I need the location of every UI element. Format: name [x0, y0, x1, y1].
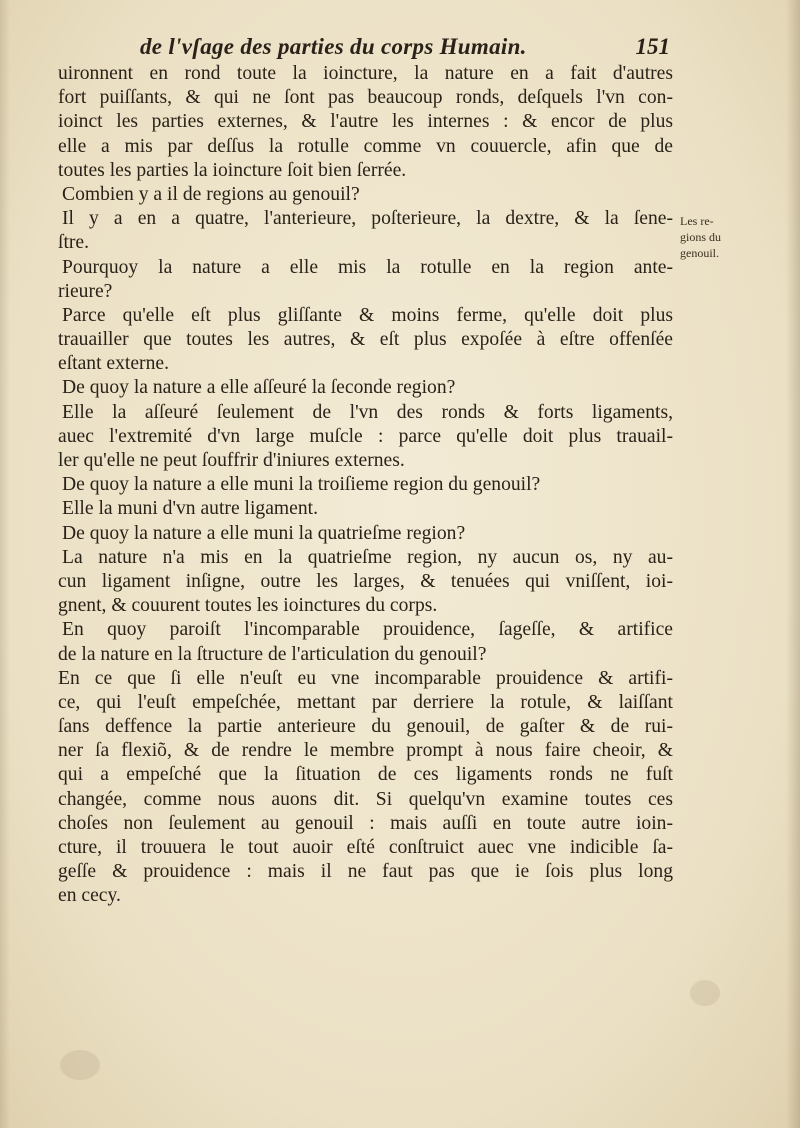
page-number: 151: [635, 34, 670, 59]
question-line: De quoy la nature a elle muni la quatrieſme region?: [62, 522, 466, 544]
page-left-edge-shadow: [0, 0, 10, 1128]
paper-stain: [690, 980, 720, 1006]
question-line: Pourquoy la nature a elle mis la rotulle en la region ante-: [62, 256, 673, 278]
text-line: elle a mis par deſſus la rotulle comme vn couuercle, afin que de: [58, 135, 673, 157]
text-line: uironnent en rond toute la ioincture, la nature en a fait d'autres: [58, 63, 673, 84]
question-line: De quoy la nature a elle muni la troiſieme region du genouil?: [62, 474, 541, 496]
margin-note-line: genouil.: [680, 246, 719, 260]
text-line: fort puiſſants, & qui ne ſont pas beaucoup ronds, deſquels l'vn con-: [58, 87, 673, 109]
running-head: [140, 30, 670, 64]
answer-line: Parce qu'elle eſt plus gliſſante & moins ferme, qu'elle doit plus: [62, 304, 673, 326]
text-line: rieure?: [58, 280, 113, 302]
text-line: eſtant externe.: [58, 353, 169, 375]
question-line: Combien y a il de regions au genouil?: [62, 183, 360, 205]
body-text: [58, 62, 673, 909]
margin-note: [680, 213, 740, 261]
text-line: auec l'extremité d'vn large muſcle : parce qu'elle doit plus trauail-: [58, 425, 673, 447]
text-line: ler qu'elle ne peut ſouffrir d'iniures externes.: [58, 450, 405, 471]
text-line: cture, il trouuera le tout auoir eſté conſtruict auec vne indicible ſa-: [58, 837, 673, 858]
question-line: De quoy la nature a elle aſſeuré la ſeconde region?: [62, 377, 456, 399]
text-line: toutes les parties la ioincture ſoit bien ſerrée.: [58, 159, 407, 181]
margin-note-line: gions du: [680, 230, 722, 244]
text-line: qui a empeſché que la ſituation de ces ligaments ronds ne fuſt: [58, 764, 673, 786]
answer-line: Elle la muni d'vn autre ligament.: [62, 498, 319, 520]
text-line: ſans deffence la partie anterieure du genouil, de gaſter & de rui-: [58, 716, 673, 738]
text-line: cun ligament inſigne, outre les larges, & tenuées qui vniſſent, ioi-: [58, 570, 673, 592]
text-line: geſſe & prouidence : mais il ne faut pas que ie ſois plus long: [58, 861, 673, 883]
page-right-edge-shadow: [786, 0, 800, 1128]
text-line: choſes non ſeulement au genouil : mais auſſi en toute autre ioin-: [58, 812, 673, 834]
text-line: gnent, & couurent toutes les ioinctures du corps.: [58, 595, 438, 617]
text-line: ner ſa flexiõ, & de rendre le membre prompt à nous faire cheoir, &: [58, 740, 673, 762]
text-line: ce, qui l'euſt empeſchée, mettant par derriere la rotule, & laiſſant: [58, 691, 673, 713]
text-line: en cecy.: [58, 885, 121, 907]
text-line: de la nature en la ſtructure de l'articulation du genouil?: [58, 643, 487, 665]
text-line: trauailler que toutes les autres, & eſt plus expoſée à eſtre offenſée: [58, 329, 673, 351]
answer-line: Il y a en a quatre, l'anterieure, poſterieure, la dextre, & la ſene-: [62, 208, 673, 230]
answer-line: La nature n'a mis en la quatrieſme region, ny aucun os, ny au-: [62, 546, 673, 568]
question-line: En quoy paroiſt l'incomparable prouidence, ſageſſe, & artifice: [62, 619, 673, 641]
text-line: ioinct les parties externes, & l'autre les internes : & encor de plus: [58, 111, 673, 133]
paper-stain: [60, 1050, 100, 1080]
running-title: de l'vſage des parties du corps Humain.: [140, 34, 527, 59]
text-line: ſtre.: [58, 232, 90, 254]
margin-note-line: Les re-: [680, 214, 714, 228]
answer-line: Elle la aſſeuré ſeulement de l'vn des ronds & forts ligaments,: [62, 401, 673, 423]
text-line: changée, comme nous auons dit. Si quelqu'vn examine toutes ces: [58, 788, 673, 810]
answer-line: En ce que ſi elle n'euſt eu vne incomparable prouidence & artifi-: [58, 667, 673, 689]
